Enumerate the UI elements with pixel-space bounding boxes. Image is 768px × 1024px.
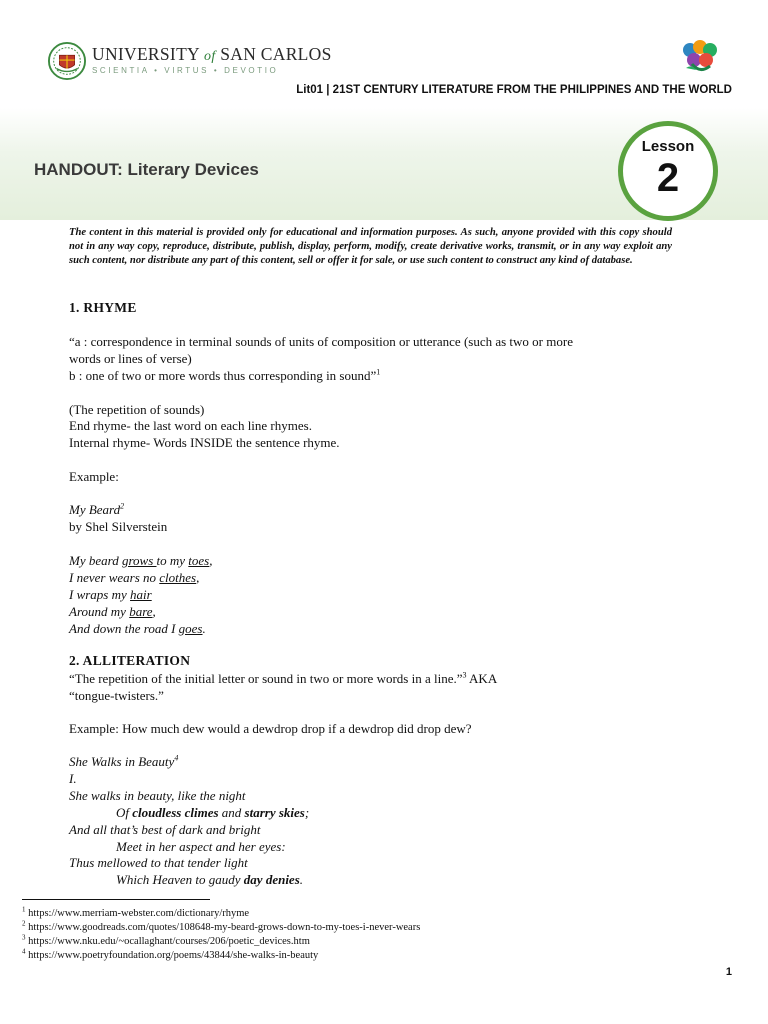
footnote-ref: 1: [376, 367, 381, 377]
footnote: $^4$ https://www.poetryfoundation.org/poems/43844/she-walks-in-beauty: [22, 947, 319, 961]
footnote-ref: 4: [174, 753, 179, 763]
alliteration-example: Example: How much dew would a dewdrop drop if a dewdrop did drop dew?: [69, 721, 472, 736]
poem-line: And down the road I goes.: [69, 621, 206, 636]
rhyme-definition-b: b : one of two or more words thus corresponding in sound”$^1$: [69, 367, 381, 383]
rhyme-definition-a: “a : correspondence in terminal sounds of units of composition or utterance (such as two or more: [69, 334, 573, 349]
footnote-ref: 3: [462, 670, 467, 680]
poem-line: Thus mellowed to that tender light: [69, 855, 248, 870]
footnote: $^3$ https://www.nku.edu/~ocallaghant/courses/206/poetic_devices.htm: [22, 933, 310, 947]
footnote: $^2$ https://www.goodreads.com/quotes/108648-my-beard-grows-down-to-my-toes-i-never-wears: [22, 919, 421, 933]
poem-stanza-numeral: I.: [69, 771, 77, 786]
poem-author: by Shel Silverstein: [69, 519, 168, 534]
poem-line: I never wears no clothes,: [69, 570, 200, 585]
rhyme-example-label: Example:: [69, 469, 119, 484]
rhyme-internal-rhyme: Internal rhyme- Words INSIDE the sentence rhyme.: [69, 435, 340, 450]
university-name: UNIVERSITY of SAN CARLOS: [92, 44, 332, 64]
rhyme-definition-a-cont: words or lines of verse): [69, 351, 192, 366]
section-heading-alliteration: 2. ALLITERATION: [69, 653, 191, 668]
university-seal-icon: [48, 42, 86, 80]
poem-line: I wraps my hair: [69, 587, 152, 602]
poem-line: Of cloudless climes and starry skies;: [116, 805, 310, 820]
rhyme-end-rhyme: End rhyme- the last word on each line rhymes.: [69, 418, 312, 433]
handout-title: HANDOUT: Literary Devices: [34, 160, 259, 179]
footnote: $^1$ https://www.merriam-webster.com/dictionary/rhyme: [22, 905, 250, 919]
poem-line: My beard grows to my toes,: [69, 553, 213, 568]
rhyme-note: (The repetition of sounds): [69, 402, 205, 417]
poem-line: And all that’s best of dark and bright: [69, 822, 261, 837]
poem-line: Meet in her aspect and her eyes:: [116, 839, 286, 854]
alliteration-definition-cont: “tongue-twisters.”: [69, 688, 164, 703]
alliteration-definition: “The repetition of the initial letter or sound in two or more words in a line.”$^3$ AKA: [69, 670, 498, 686]
university-motto: SCIENTIA • VIRTUS • DEVOTIO: [92, 66, 279, 75]
footnote-divider: [22, 899, 210, 900]
course-title: Lit01 | 21ST CENTURY LITERATURE FROM THE PHILIPPINES AND THE WORLD: [296, 84, 732, 96]
disclaimer-text: The content in this material is provided only for educational and information purposes. As such, anyone provided with this copy should not in any way copy, reproduce, distribute, publish, display, perform, modify, create derivative works, transmit, or in any way exploit any such content, nor distribute any part of this content, sell or offer it for sale, or use such content to construct any kind of database.: [69, 227, 672, 267]
lesson-label: Lesson: [641, 138, 695, 155]
poem-line: Which Heaven to gaudy day denies.: [116, 872, 304, 887]
poem-title: She Walks in Beauty$^4$: [69, 753, 179, 769]
page-number: 1: [725, 966, 732, 978]
brain-logo-icon: [678, 38, 722, 74]
lesson-number: 2: [656, 156, 680, 200]
poem-title: My Beard$^2$: [69, 501, 125, 517]
poem-line: She walks in beauty, like the night: [69, 788, 246, 803]
poem-line: Around my bare,: [69, 604, 156, 619]
section-heading-rhyme: 1. RHYME: [69, 300, 137, 315]
footnote-ref: 2: [120, 501, 125, 511]
